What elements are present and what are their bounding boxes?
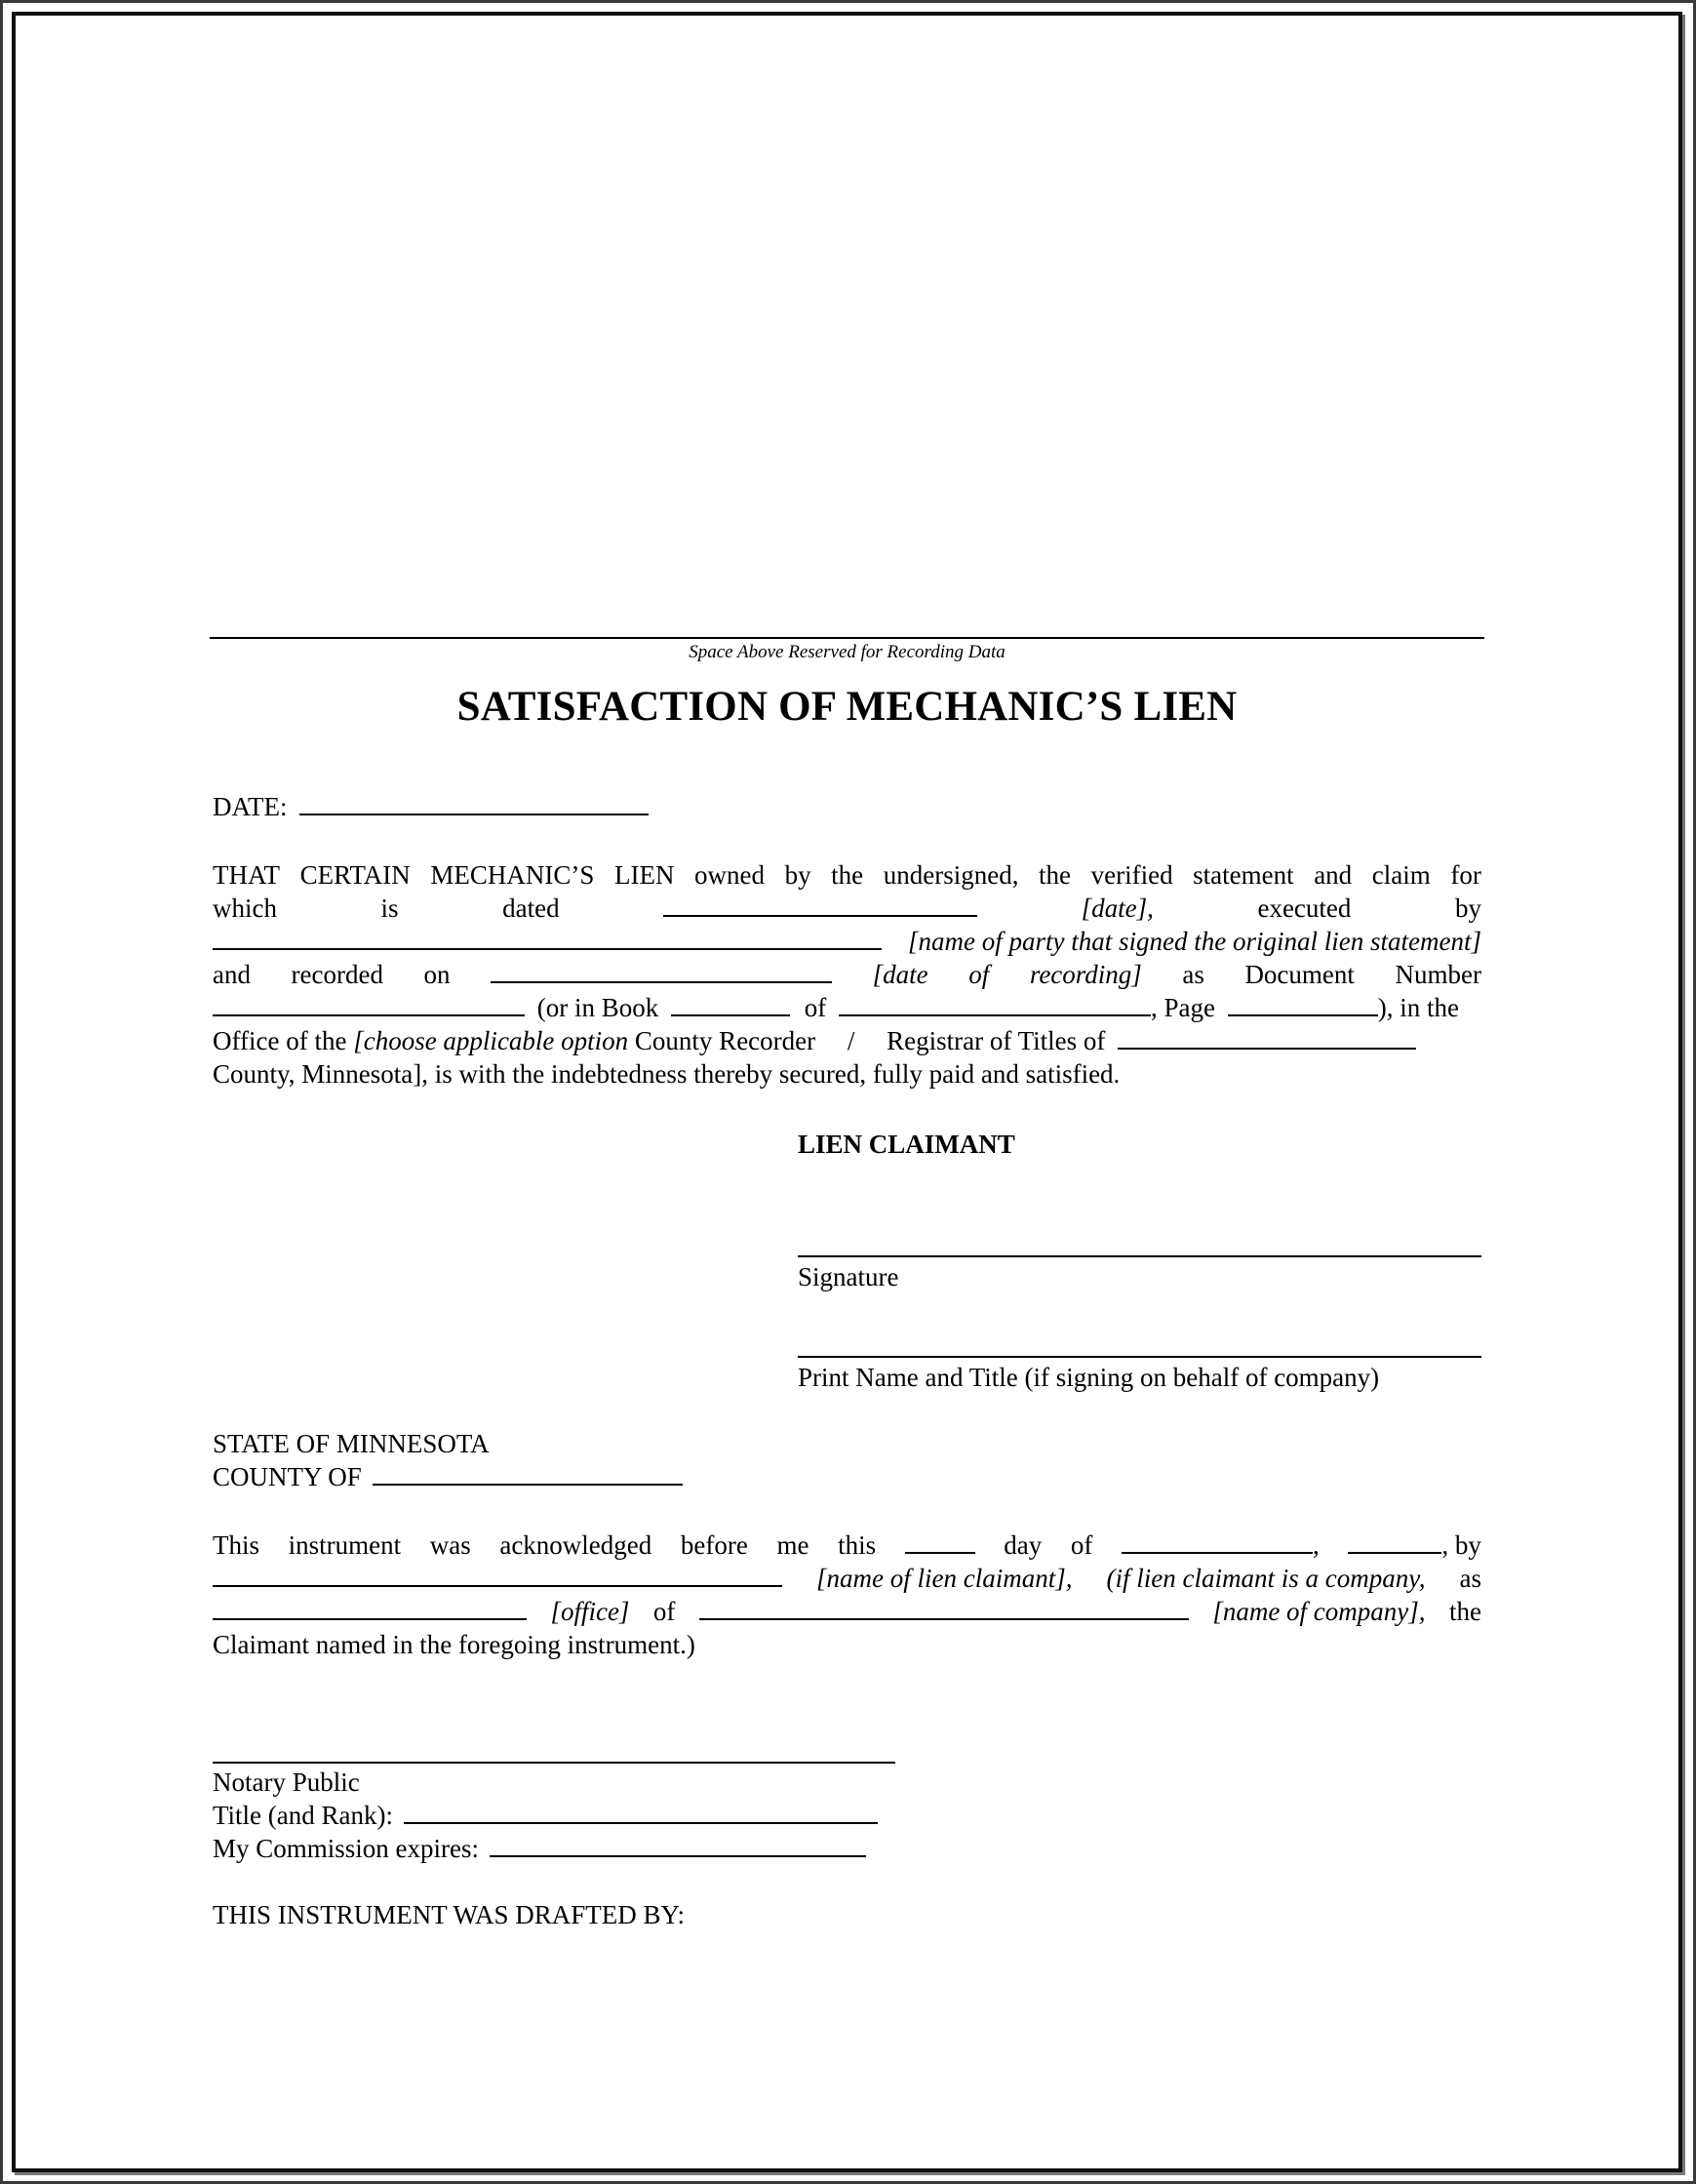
body-line-6 xyxy=(213,1024,1416,1057)
body-line-5 xyxy=(213,991,1459,1024)
print-name-label: Print Name and Title (if signing on behalf of company) xyxy=(798,1363,1380,1392)
date-hint: [date], xyxy=(1081,893,1154,923)
lien-claimant-heading: LIEN CLAIMANT xyxy=(798,1130,1015,1159)
print-name-line[interactable] xyxy=(798,1356,1481,1358)
body-word: dated xyxy=(502,893,560,923)
ack-punct: , xyxy=(1313,1530,1320,1560)
ack-day-blank[interactable] xyxy=(905,1529,975,1554)
notary-commission-label: My Commission expires: xyxy=(213,1834,480,1863)
document-title: SATISFACTION OF MECHANIC’S LIEN xyxy=(456,684,1238,730)
choose-option-hint: [choose applicable option xyxy=(353,1026,629,1055)
body-word: Number xyxy=(1395,960,1481,989)
body-word: by xyxy=(784,860,811,890)
ack-word: this xyxy=(838,1530,877,1560)
notary-title-line xyxy=(213,1799,878,1832)
body-word: MECHANIC’S xyxy=(430,860,595,890)
ack-word: , by xyxy=(1441,1530,1481,1560)
page-blank[interactable] xyxy=(1228,991,1378,1016)
body-word: is xyxy=(380,893,399,923)
body-word: owned xyxy=(694,860,766,890)
body-text: (or in Book xyxy=(536,993,659,1022)
notary-label: Notary Public xyxy=(213,1767,360,1797)
ack-claimant-blank[interactable] xyxy=(213,1562,782,1587)
notary-commission-blank[interactable] xyxy=(490,1832,866,1857)
recording-hint: recording] xyxy=(1029,960,1142,989)
ack-month-blank[interactable] xyxy=(1122,1529,1313,1554)
body-word: LIEN xyxy=(613,860,675,890)
body-word: and xyxy=(213,960,251,989)
venue-county-line xyxy=(213,1460,683,1493)
ack-company-blank[interactable] xyxy=(699,1595,1189,1620)
body-text: ), in the xyxy=(1377,993,1459,1022)
body-word: claim xyxy=(1371,860,1431,890)
body-word: the xyxy=(831,860,864,890)
body-word: statement xyxy=(1193,860,1294,890)
ack-word: day xyxy=(1004,1530,1043,1560)
body-line-1 xyxy=(213,858,1481,892)
signature-label: Signature xyxy=(798,1262,899,1291)
signature-line[interactable] xyxy=(798,1255,1481,1257)
ack-line-1 xyxy=(213,1529,1481,1562)
body-word: on xyxy=(423,960,451,989)
ack-year-blank[interactable] xyxy=(1348,1529,1441,1554)
ack-word: me xyxy=(776,1530,809,1560)
body-text: , Page xyxy=(1151,993,1215,1022)
lien-date-blank[interactable] xyxy=(663,892,977,917)
body-line-3 xyxy=(213,925,1481,958)
notary-title-label: Title (and Rank): xyxy=(213,1801,393,1830)
option-registrar: Registrar of Titles of xyxy=(887,1026,1106,1055)
ack-word: was xyxy=(429,1530,471,1560)
registrar-county-blank[interactable] xyxy=(1118,1024,1416,1050)
recording-space-label: Space Above Reserved for Recording Data xyxy=(689,642,1006,662)
ack-office-blank[interactable] xyxy=(213,1595,527,1620)
ack-word: of xyxy=(1070,1530,1093,1560)
signer-name-hint: [name of party that signed the original lien statement] xyxy=(908,927,1481,956)
recording-hint: [date xyxy=(872,960,928,989)
recording-hint: of xyxy=(968,960,990,989)
ack-word: instrument xyxy=(288,1530,402,1560)
ack-word: of xyxy=(652,1597,676,1626)
signer-name-blank[interactable] xyxy=(213,925,882,950)
drafted-by-label: THIS INSTRUMENT WAS DRAFTED BY: xyxy=(213,1900,686,1929)
venue-county-label: COUNTY OF xyxy=(213,1462,362,1491)
recording-date-blank[interactable] xyxy=(491,958,832,983)
body-word: THAT xyxy=(213,860,280,890)
recording-space-divider xyxy=(210,637,1484,639)
body-line-2 xyxy=(213,892,1481,925)
body-word: undersigned, xyxy=(883,860,1019,890)
venue-county-blank[interactable] xyxy=(373,1460,683,1486)
venue-state: STATE OF MINNESOTA xyxy=(213,1429,490,1458)
date-line xyxy=(213,790,649,823)
body-text: of xyxy=(804,993,827,1022)
body-word: CERTAIN xyxy=(299,860,411,890)
ack-line-4: Claimant named in the foregoing instrument.) xyxy=(213,1630,695,1659)
document-number-blank[interactable] xyxy=(213,991,525,1016)
body-line-4 xyxy=(213,958,1481,991)
book-blank[interactable] xyxy=(671,991,790,1016)
ack-word: as xyxy=(1459,1564,1481,1593)
body-word: executed xyxy=(1257,893,1352,923)
notary-commission-line xyxy=(213,1832,866,1865)
ack-line-3 xyxy=(213,1595,1481,1628)
ack-word: This xyxy=(213,1530,260,1560)
body-word: the xyxy=(1039,860,1072,890)
body-text: Office of the xyxy=(213,1026,347,1055)
ack-line-2 xyxy=(213,1562,1481,1595)
ack-word: acknowledged xyxy=(499,1530,652,1560)
body-word: which xyxy=(213,893,277,923)
ack-word: the xyxy=(1448,1597,1481,1626)
body-word: for xyxy=(1450,860,1481,890)
ack-office-hint: [office] xyxy=(550,1597,630,1626)
date-blank[interactable] xyxy=(299,790,649,815)
ack-claimant-hint: [name of lien claimant], xyxy=(816,1564,1073,1593)
option-county-recorder: County Recorder xyxy=(634,1026,816,1055)
notary-title-blank[interactable] xyxy=(404,1799,878,1824)
ack-word: before xyxy=(680,1530,748,1560)
body-word: Document xyxy=(1244,960,1355,989)
notary-signature-line[interactable] xyxy=(213,1762,895,1764)
date-label: DATE: xyxy=(213,792,288,821)
body-line-7: County, Minnesota], is with the indebtedness thereby secured, fully paid and satisfied. xyxy=(213,1059,1121,1089)
ack-company-name-hint: [name of company], xyxy=(1212,1597,1426,1626)
ack-company-hint: (if lien claimant is a company, xyxy=(1106,1564,1426,1593)
book-of-blank[interactable] xyxy=(839,991,1151,1016)
option-separator: / xyxy=(847,1026,855,1055)
body-word: and xyxy=(1314,860,1353,890)
body-word: verified xyxy=(1090,860,1173,890)
body-word: recorded xyxy=(291,960,383,989)
body-word: by xyxy=(1454,893,1481,923)
body-word: as xyxy=(1182,960,1204,989)
